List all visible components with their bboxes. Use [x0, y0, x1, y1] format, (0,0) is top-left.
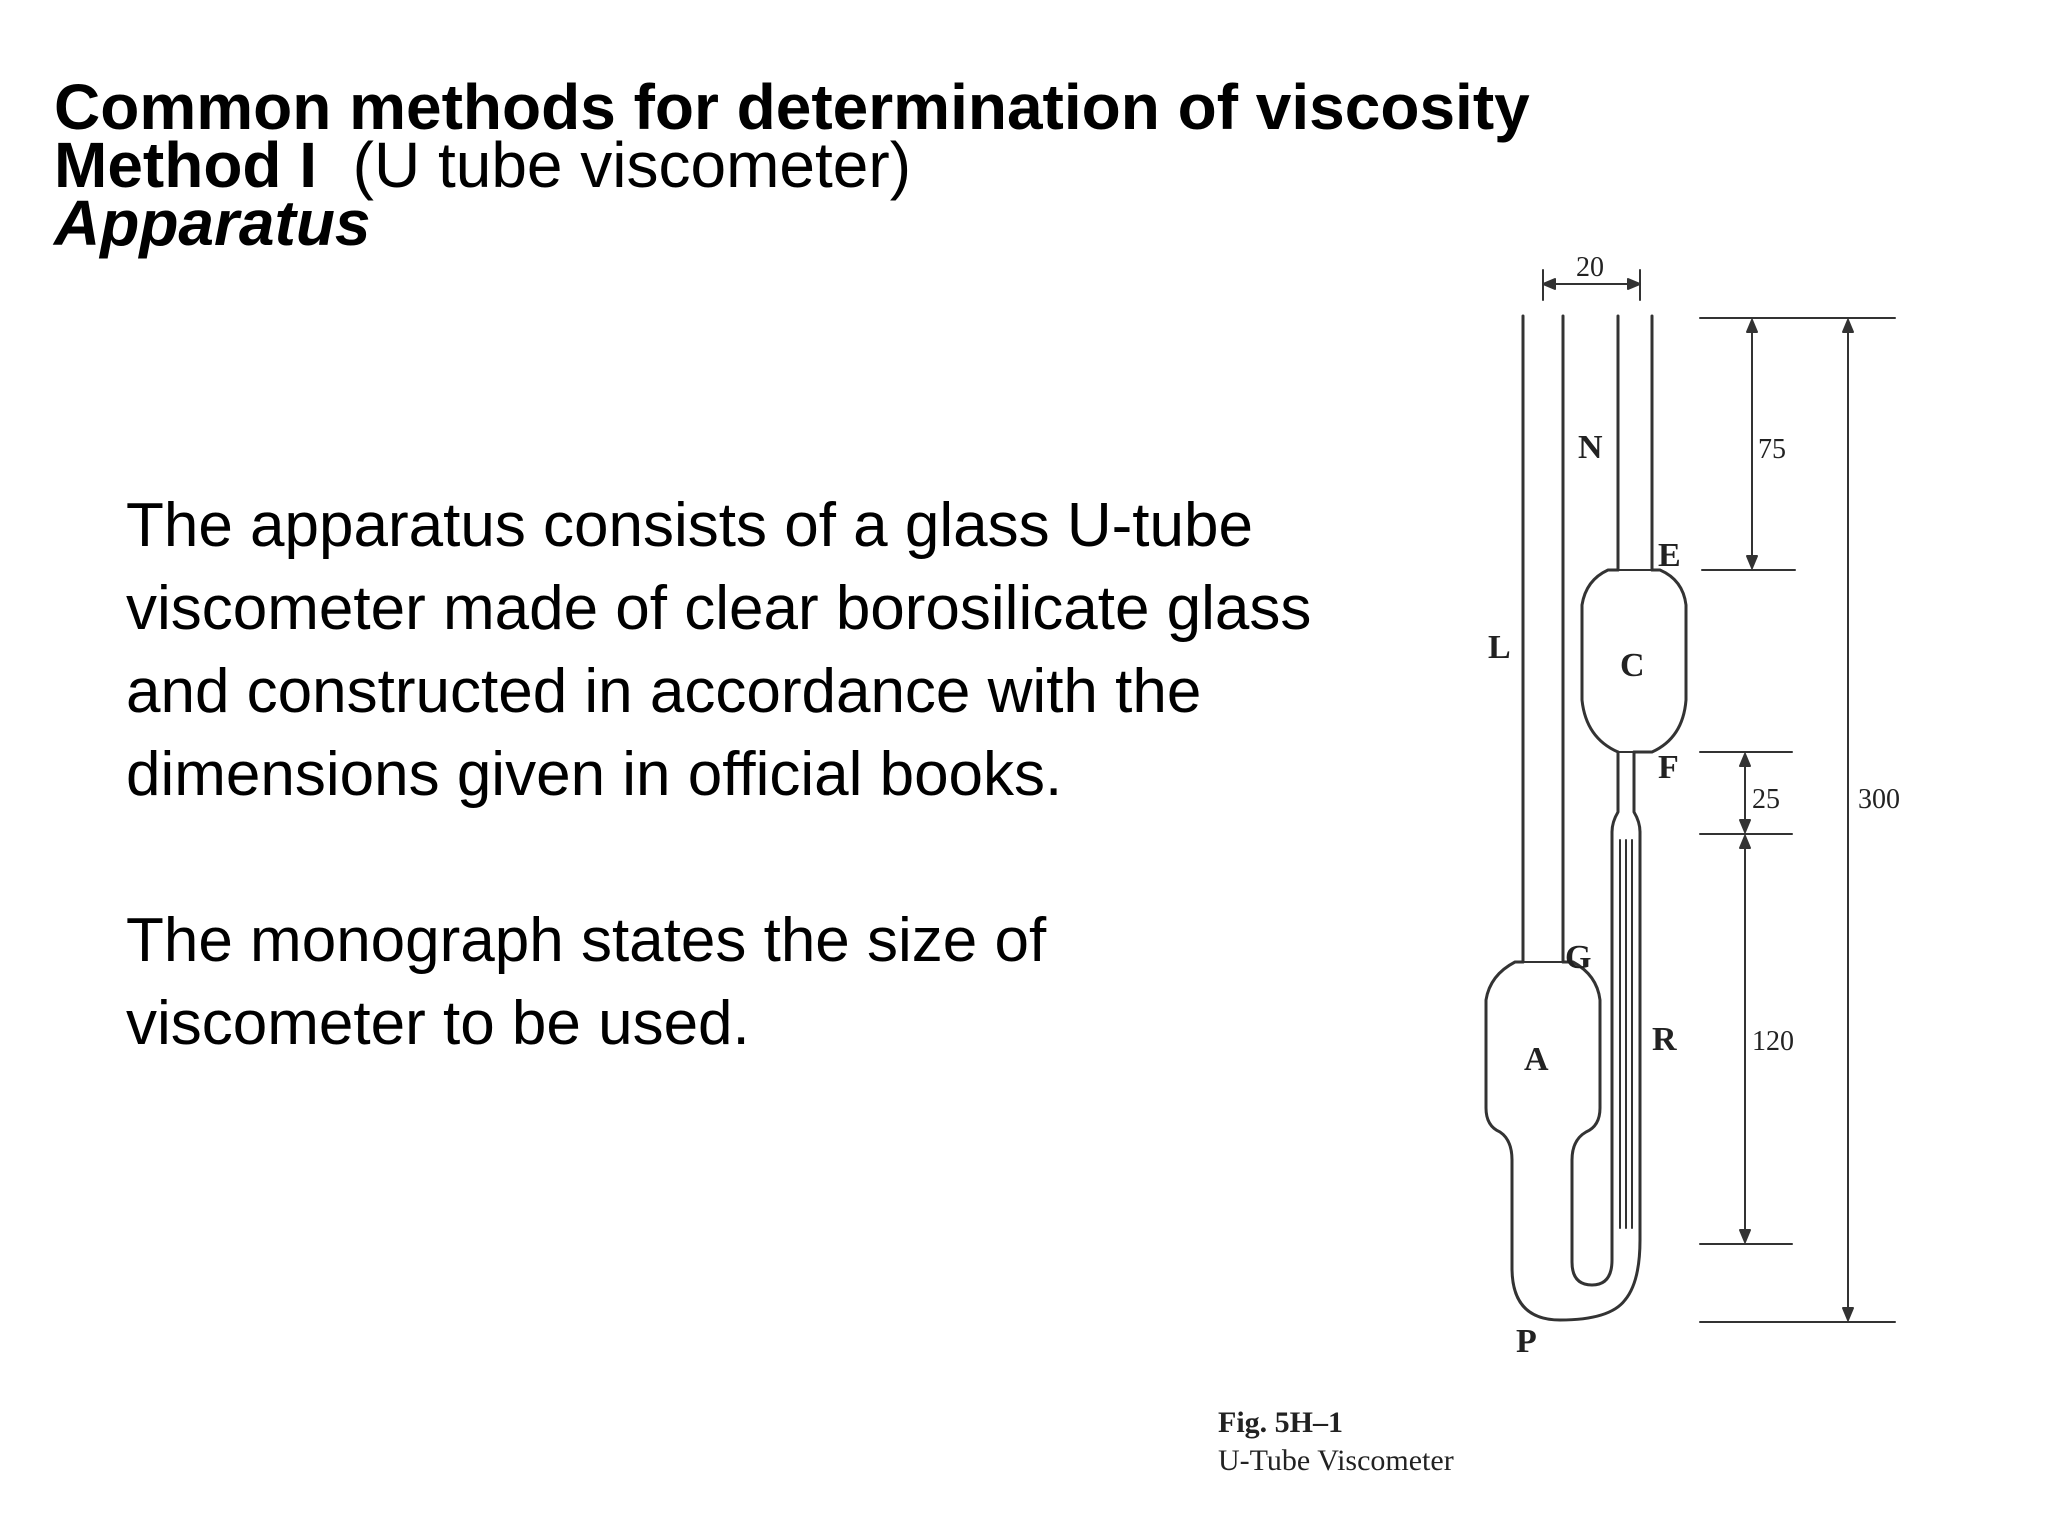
- figure-caption: U-Tube Viscometer: [1218, 1444, 1454, 1477]
- dim-label-top-section: 75: [1758, 434, 1786, 465]
- label-e: E: [1658, 537, 1681, 574]
- paragraph-apparatus: The apparatus consists of a glass U-tube viscometer made of clear borosilicate glass and constructed in accordance with the dimensions given in official books.: [126, 491, 1312, 809]
- label-p: P: [1516, 1323, 1537, 1360]
- dimension-overall: [1843, 320, 1853, 1320]
- capillary-r: [1612, 752, 1640, 1228]
- label-f: F: [1658, 749, 1679, 786]
- section-heading: Apparatus: [54, 187, 371, 259]
- right-tube: [1582, 316, 1686, 752]
- label-l: L: [1488, 629, 1511, 666]
- label-r: R: [1652, 1021, 1677, 1058]
- dimension-capillary: [1740, 836, 1750, 1242]
- label-n: N: [1578, 429, 1603, 466]
- dim-label-width: 20: [1576, 252, 1604, 283]
- paragraph-monograph: The monograph states the size of viscometer to be used.: [126, 906, 1047, 1058]
- dim-label-capillary: 120: [1752, 1026, 1794, 1057]
- label-g: G: [1565, 939, 1592, 976]
- dim-label-bulb-gap: 25: [1752, 784, 1780, 815]
- dim-label-overall: 300: [1858, 784, 1900, 815]
- dimension-top-section: [1747, 320, 1757, 568]
- figure-number: Fig. 5H–1: [1218, 1406, 1343, 1439]
- label-c: C: [1620, 647, 1645, 684]
- reference-lines: [1700, 318, 1895, 1322]
- method-detail: (U tube viscometer): [352, 129, 911, 201]
- page-title: Common methods for determination of viscosity: [54, 71, 1530, 143]
- method-label: Method I: [54, 129, 318, 201]
- label-a: A: [1524, 1041, 1549, 1078]
- dimension-bulb-gap: [1740, 754, 1750, 832]
